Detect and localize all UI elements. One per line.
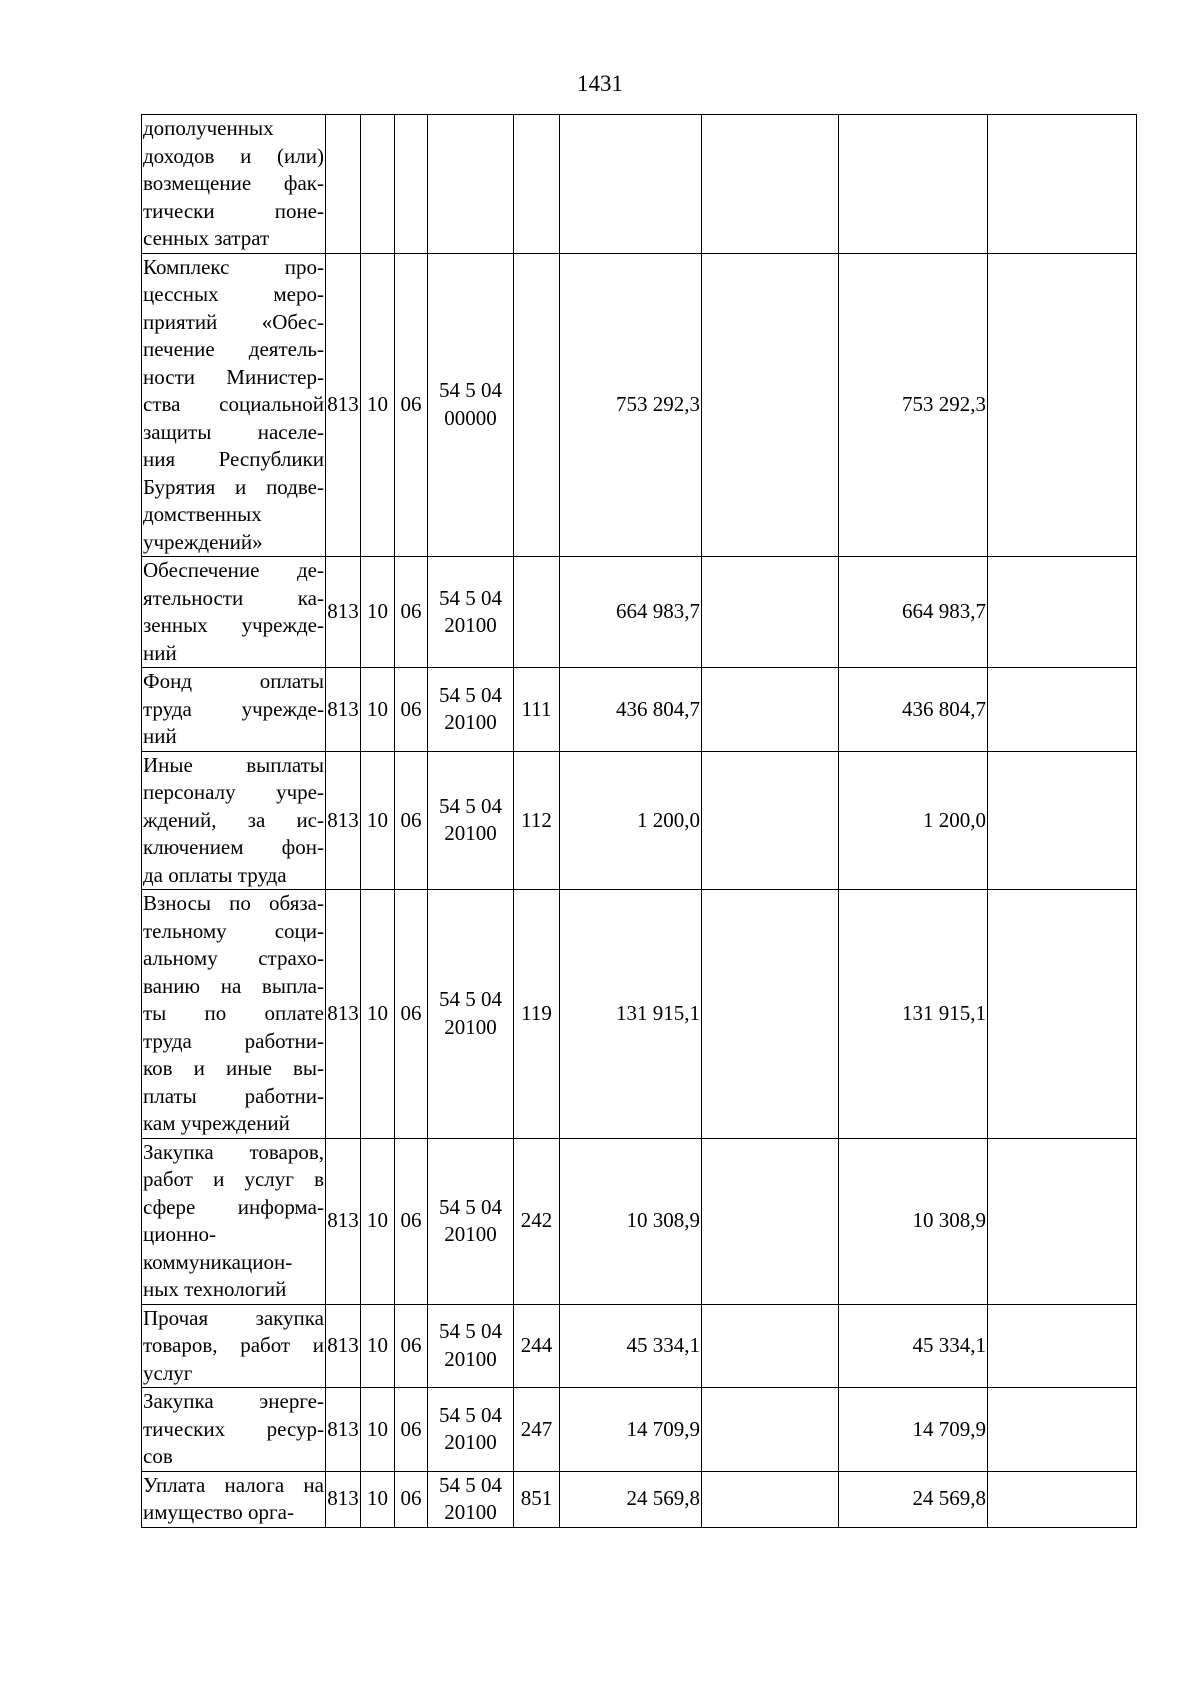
amount-cell [702, 1471, 839, 1527]
table-row [142, 557, 1137, 668]
ved-code-cell: 813 [326, 1304, 361, 1388]
row-name-cell [142, 253, 326, 557]
row-name-line: ных технологий [143, 1277, 287, 1301]
amount-cell: 14 709,9 [839, 1388, 988, 1472]
target-article-cell [428, 890, 514, 1139]
amount-total-cell: 1 200,0 [560, 751, 702, 890]
amount-cell [702, 253, 839, 557]
row-name-line: дополученных [143, 116, 274, 140]
row-name-line: труда работни- [143, 1028, 324, 1053]
row-name-line: учреждений» [143, 529, 263, 554]
ved-code-cell: 813 [326, 1388, 361, 1472]
subsection-code-cell: 06 [395, 668, 428, 752]
row-name-line: ков и иные вы- [143, 1056, 324, 1080]
expense-type-cell: 247 [514, 1388, 560, 1472]
row-name-cell [142, 115, 326, 254]
row-name-line: ключением фон- [143, 835, 324, 859]
target-article-line: 54 5 04 [439, 1402, 502, 1427]
row-name-cell [142, 751, 326, 890]
expense-type-cell: 119 [514, 890, 560, 1139]
section-code-cell: 10 [361, 668, 395, 752]
amount-total-cell: 14 709,9 [560, 1388, 702, 1472]
target-article-cell [428, 668, 514, 752]
row-name-line: тельному соци- [143, 918, 324, 943]
target-article-cell [428, 115, 514, 254]
target-article-line: 20100 [444, 1346, 497, 1371]
row-name-line: ванию на выпла- [143, 973, 324, 998]
target-article-cell [428, 751, 514, 890]
subsection-code-cell: 06 [395, 1304, 428, 1388]
target-article-cell [428, 1388, 514, 1472]
section-code-cell: 10 [361, 1471, 395, 1527]
row-name-line: Прочая закупка [143, 1305, 324, 1330]
amount-cell: 24 569,8 [839, 1471, 988, 1527]
subsection-code-cell: 06 [395, 1138, 428, 1304]
amount-cell [702, 1304, 839, 1388]
section-code-cell: 10 [361, 253, 395, 557]
row-name-line: ты по оплате [143, 1001, 324, 1025]
amount-cell [702, 115, 839, 254]
target-article-line: 54 5 04 [439, 585, 502, 610]
amount-total-cell: 10 308,9 [560, 1138, 702, 1304]
amount-total-cell: 131 915,1 [560, 890, 702, 1139]
section-code-cell: 10 [361, 890, 395, 1139]
amount-cell: 664 983,7 [839, 557, 988, 668]
row-name-line: кам учреждений [143, 1111, 290, 1135]
row-name-line: труда учрежде- [143, 696, 324, 721]
table-body [142, 115, 1137, 1528]
row-name-line: ятельности ка- [143, 585, 324, 610]
amount-cell: 45 334,1 [839, 1304, 988, 1388]
target-article-line: 54 5 04 [439, 1194, 502, 1219]
row-name-line: Бурятия и подве- [143, 474, 324, 499]
amount-cell [988, 1471, 1137, 1527]
amount-total-cell: 664 983,7 [560, 557, 702, 668]
amount-cell [988, 557, 1137, 668]
ved-code-cell: 813 [326, 1471, 361, 1527]
row-name-cell [142, 1388, 326, 1472]
amount-total-cell: 45 334,1 [560, 1304, 702, 1388]
amount-cell: 131 915,1 [839, 890, 988, 1139]
target-article-line: 54 5 04 [439, 1319, 502, 1344]
amount-cell [702, 751, 839, 890]
row-name-line: Уплата налога на [143, 1472, 324, 1497]
table-row [142, 668, 1137, 752]
row-name-line: доходов и (или) [143, 143, 324, 168]
target-article-line: 20100 [444, 710, 497, 735]
row-name-cell [142, 1304, 326, 1388]
target-article-line: 20100 [444, 1430, 497, 1455]
expense-type-cell [514, 253, 560, 557]
amount-cell [702, 668, 839, 752]
row-name-cell [142, 668, 326, 752]
subsection-code-cell: 06 [395, 1388, 428, 1472]
amount-cell [988, 751, 1137, 890]
amount-cell [702, 1138, 839, 1304]
subsection-code-cell: 06 [395, 557, 428, 668]
ved-code-cell: 813 [326, 668, 361, 752]
row-name-cell [142, 1138, 326, 1304]
target-article-line: 20100 [444, 1014, 497, 1039]
ved-code-cell: 813 [326, 557, 361, 668]
row-name-line: зенных учрежде- [143, 613, 324, 637]
row-name-line: ждений, за ис- [143, 807, 324, 832]
amount-cell [988, 1388, 1137, 1472]
row-name-line: цессных меро- [143, 282, 324, 306]
subsection-code-cell: 06 [395, 890, 428, 1139]
row-name-line: ционно- [143, 1222, 216, 1246]
section-code-cell: 10 [361, 751, 395, 890]
row-name-line: тически поне- [143, 198, 324, 223]
amount-cell [702, 890, 839, 1139]
target-article-cell [428, 1304, 514, 1388]
expense-type-cell: 244 [514, 1304, 560, 1388]
table-row [142, 253, 1137, 557]
target-article-line: 00000 [444, 405, 497, 430]
target-article-cell [428, 557, 514, 668]
amount-cell [988, 668, 1137, 752]
ved-code-cell: 813 [326, 253, 361, 557]
expense-type-cell: 112 [514, 751, 560, 890]
target-article-line: 54 5 04 [439, 378, 502, 403]
row-name-line: домственных [143, 502, 262, 526]
row-name-line: приятий «Обес- [143, 309, 324, 334]
row-name-line: Комплекс про- [143, 254, 324, 279]
table-row [142, 115, 1137, 254]
row-name-line: альному страхо- [143, 946, 324, 970]
ved-code-cell: 813 [326, 1138, 361, 1304]
subsection-code-cell: 06 [395, 253, 428, 557]
amount-cell [988, 115, 1137, 254]
subsection-code-cell: 06 [395, 1471, 428, 1527]
target-article-cell [428, 253, 514, 557]
ved-code-cell [326, 115, 361, 254]
section-code-cell: 10 [361, 557, 395, 668]
row-name-line: персоналу учре- [143, 780, 324, 804]
row-name-cell [142, 557, 326, 668]
target-article-cell [428, 1471, 514, 1527]
row-name-line: сов [143, 1444, 173, 1468]
section-code-cell: 10 [361, 1138, 395, 1304]
table-row [142, 890, 1137, 1139]
row-name-line: защиты населе- [143, 419, 324, 444]
row-name-line: Обеспечение де- [143, 558, 324, 582]
page-number: 1431 [577, 71, 623, 96]
row-name-cell [142, 1471, 326, 1527]
expense-type-cell: 851 [514, 1471, 560, 1527]
ved-code-cell: 813 [326, 890, 361, 1139]
row-name-line: ний [143, 724, 177, 748]
row-name-line: работ и услуг в [143, 1167, 324, 1191]
expense-type-cell: 242 [514, 1138, 560, 1304]
target-article-cell [428, 1138, 514, 1304]
table-row [142, 1388, 1137, 1472]
amount-cell: 753 292,3 [839, 253, 988, 557]
row-name-line: Иные выплаты [143, 752, 324, 777]
target-article-line: 54 5 04 [439, 793, 502, 818]
amount-cell [988, 1138, 1137, 1304]
amount-total-cell: 753 292,3 [560, 253, 702, 557]
row-name-line: ния Республики [143, 447, 324, 471]
amount-cell [988, 890, 1137, 1139]
row-name-line: имущество орга- [143, 1500, 294, 1524]
table-row [142, 1304, 1137, 1388]
row-name-line: тических ресур- [143, 1416, 324, 1441]
amount-cell: 10 308,9 [839, 1138, 988, 1304]
row-name-line: услуг [143, 1360, 193, 1385]
target-article-line: 20100 [444, 1500, 497, 1524]
row-name-line: товаров, работ и [143, 1333, 324, 1357]
table-row [142, 751, 1137, 890]
amount-cell [702, 557, 839, 668]
amount-total-cell: 24 569,8 [560, 1471, 702, 1527]
amount-cell [839, 115, 988, 254]
row-name-cell [142, 890, 326, 1139]
amount-total-cell: 436 804,7 [560, 668, 702, 752]
target-article-line: 20100 [444, 821, 497, 846]
amount-cell: 436 804,7 [839, 668, 988, 752]
section-code-cell: 10 [361, 1388, 395, 1472]
ved-code-cell: 813 [326, 751, 361, 890]
expense-type-cell [514, 115, 560, 254]
section-code-cell: 10 [361, 1304, 395, 1388]
row-name-line: Взносы по обяза- [143, 891, 324, 915]
row-name-line: сфере информа- [143, 1194, 324, 1219]
subsection-code-cell [395, 115, 428, 254]
row-name-line: печение деятель- [143, 337, 324, 361]
target-article-line: 54 5 04 [439, 682, 502, 707]
section-code-cell [361, 115, 395, 254]
target-article-line: 54 5 04 [439, 987, 502, 1012]
amount-cell: 1 200,0 [839, 751, 988, 890]
table-row [142, 1138, 1137, 1304]
target-article-line: 20100 [444, 1222, 497, 1246]
row-name-line: платы работни- [143, 1083, 324, 1108]
amount-total-cell [560, 115, 702, 254]
amount-cell [988, 253, 1137, 557]
target-article-line: 54 5 04 [439, 1472, 502, 1497]
row-name-line: возмещение фак- [143, 171, 324, 195]
row-name-line: сенных затрат [143, 226, 270, 250]
row-name-line: коммуникацион- [143, 1249, 293, 1274]
row-name-line: Фонд оплаты [143, 669, 324, 693]
amount-cell [702, 1388, 839, 1472]
target-article-line: 20100 [444, 613, 497, 637]
table-row [142, 1471, 1137, 1527]
row-name-line: да оплаты труда [143, 862, 287, 887]
row-name-line: Закупка энерге- [143, 1389, 324, 1413]
row-name-line: ний [143, 640, 177, 665]
row-name-line: ности Министер- [143, 364, 324, 389]
row-name-line: ства социальной [143, 392, 324, 416]
amount-cell [988, 1304, 1137, 1388]
expense-type-cell [514, 557, 560, 668]
row-name-line: Закупка товаров, [143, 1139, 324, 1164]
expense-type-cell: 111 [514, 668, 560, 752]
subsection-code-cell: 06 [395, 751, 428, 890]
budget-table [141, 114, 1137, 1528]
